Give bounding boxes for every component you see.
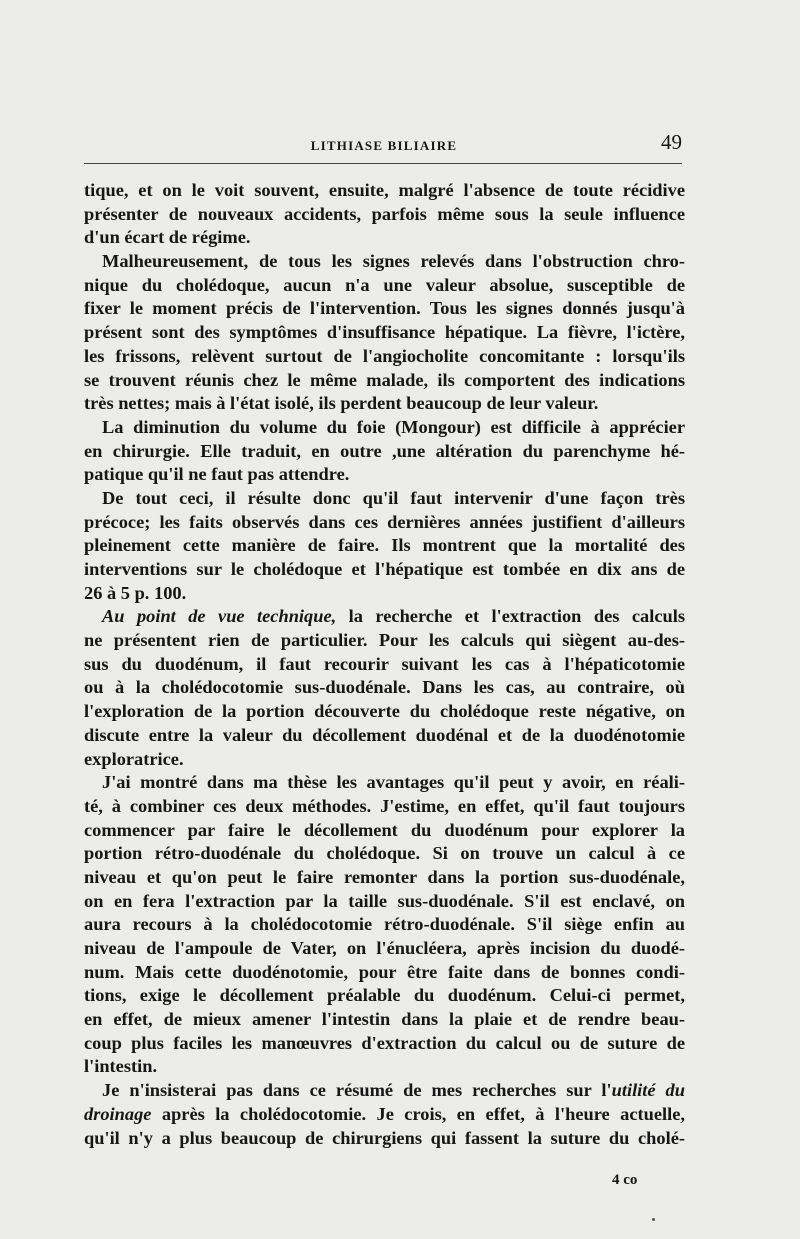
text-line	[84, 321, 685, 345]
line-text: discute entre la valeur du décollement duodénal et de la duodénotomie	[84, 724, 685, 745]
line-text: 26 à 5 p. 100.	[84, 582, 187, 603]
line-text: la recherche et l'extraction des calculs	[336, 606, 685, 627]
text-line	[84, 440, 685, 464]
running-title: LITHIASE BILIAIRE	[310, 138, 458, 153]
text-line	[84, 748, 685, 772]
line-text: J'ai montré dans ma thèse les avantages qu'il peut y avoir, en réali-	[102, 772, 685, 793]
line-text: très nettes; mais à l'état isolé, ils perdent beaucoup de leur valeur.	[84, 393, 599, 414]
line-text: coup plus faciles les manœuvres d'extraction du calcul ou de suture de	[84, 1032, 685, 1053]
line-text: les frissons, relèvent surtout de l'angiocholite concomitante : lorsqu'ils	[84, 345, 685, 366]
text-line	[84, 558, 685, 582]
line-text: se trouvent réunis chez le même malade, ils comportent des indications	[84, 369, 685, 390]
line-text: niveau de l'ampoule de Vater, on l'énucléera, après incision du duodé-	[84, 938, 685, 958]
text-line	[84, 937, 685, 961]
line-text: interventions sur le cholédoque et l'hépatique est tombée en dix ans de	[84, 559, 685, 579]
line-text: pleinement cette manière de faire. Ils montrent que la mortalité des	[84, 535, 685, 556]
line-text: ou à la cholédocotomie sus-duodénale. Dans les cas, au contraire, où	[84, 677, 685, 698]
text-line	[84, 274, 685, 298]
text-line	[84, 345, 685, 369]
text-line	[84, 653, 685, 677]
line-text: niveau et qu'on peut le faire remonter dans la portion sus-duodénale,	[84, 866, 685, 887]
line-text: ne présentent rien de particulier. Pour les calculs qui siègent au-des-	[84, 630, 685, 651]
line-text: portion rétro-duodénale du cholédoque. Si on trouve un calcul à ce	[84, 843, 685, 864]
line-text: patique qu'il ne faut pas attendre.	[84, 464, 350, 485]
line-text: présent sont des symptômes d'insuffisance hépatique. La fièvre, l'ictère,	[84, 322, 685, 343]
line-text: fixer le moment précis de l'intervention. Tous les signes donnés jusqu'à	[84, 298, 685, 319]
text-line	[84, 487, 685, 511]
text-line	[84, 1127, 685, 1151]
line-text: Je n'insisterai pas dans ce résumé de mes recherches sur l'	[102, 1080, 612, 1101]
line-text: après la cholédocotomie. Je crois, en effet, à l'heure actuelle,	[151, 1103, 685, 1124]
page-number: 49	[661, 130, 682, 154]
text-line	[84, 629, 685, 653]
text-line	[84, 724, 685, 748]
text-line	[84, 416, 685, 440]
header-rule	[84, 163, 682, 164]
line-text: d'un écart de régime.	[84, 227, 251, 248]
line-text: nique du cholédoque, aucun n'a une valeur absolue, susceptible de	[84, 274, 685, 295]
text-line	[84, 179, 685, 203]
line-text: aura recours à la cholédocotomie rétro-duodénale. S'il siège enfin au	[84, 914, 685, 935]
text-line	[84, 913, 685, 937]
line-text: Malheureusement, de tous les signes relevés dans l'obstruction chro-	[102, 251, 685, 272]
line-text: tique, et on le voit souvent, ensuite, malgré l'absence de toute récidive	[84, 180, 685, 200]
text-line	[84, 203, 685, 227]
text-line	[84, 511, 685, 535]
line-text: présenter de nouveaux accidents, parfois même sous la seule influence	[84, 203, 685, 224]
italic-phrase: utilité du	[611, 1080, 685, 1101]
text-line	[84, 676, 685, 700]
text-line	[84, 1079, 685, 1103]
line-text: La diminution du volume du foie (Mongour) est difficile à apprécier	[102, 416, 685, 437]
signature-mark: 4 co	[612, 1172, 638, 1188]
text-line	[84, 890, 685, 914]
page-header	[84, 130, 684, 160]
line-text: qu'il n'y a plus beaucoup de chirurgiens qui fassent la suture du cholé-	[84, 1127, 685, 1148]
text-line	[84, 1008, 685, 1032]
line-text: en effet, de mieux amener l'intestin dans la plaie et de rendre beau-	[84, 1009, 685, 1030]
text-line	[84, 1032, 685, 1056]
line-text: on en fera l'extraction par la taille sus-duodénale. S'il est enclavé, on	[84, 890, 685, 911]
text-line	[84, 961, 685, 985]
text-line	[84, 842, 685, 866]
line-text: exploratrice.	[84, 748, 184, 769]
line-text: l'intestin.	[84, 1056, 158, 1077]
text-line	[84, 1055, 685, 1079]
text-line	[84, 866, 685, 890]
text-line	[84, 582, 685, 606]
italic-phrase: droinage	[84, 1103, 152, 1124]
line-text: num. Mais cette duodénotomie, pour être faite dans de bonnes condi-	[84, 961, 685, 982]
text-line	[84, 771, 685, 795]
text-line	[84, 250, 685, 274]
text-line	[84, 795, 685, 819]
text-line	[84, 534, 685, 558]
line-text: tions, exige le décollement préalable du duodénum. Celui-ci permet,	[84, 985, 685, 1006]
line-text: l'exploration de la portion découverte du cholédoque reste négative, on	[84, 701, 685, 722]
text-line	[84, 369, 685, 393]
text-line	[84, 226, 685, 250]
italic-phrase: Au point de vue technique,	[102, 606, 337, 627]
line-text: té, à combiner ces deux méthodes. J'estime, en effet, qu'il faut toujours	[84, 795, 685, 816]
text-line	[84, 297, 685, 321]
body-text	[84, 179, 685, 1150]
line-text: De tout ceci, il résulte donc qu'il faut intervenir d'une façon très	[102, 487, 685, 508]
text-line	[84, 819, 685, 843]
line-text: commencer par faire le décollement du duodénum pour explorer la	[84, 819, 685, 840]
line-text: sus du duodénum, il faut recourir suivant les cas à l'hépaticotomie	[84, 653, 685, 674]
text-line	[84, 1103, 685, 1127]
text-line	[84, 463, 685, 487]
line-text: en chirurgie. Elle traduit, en outre ,une altération du parenchyme hé-	[84, 440, 685, 461]
line-text: précoce; les faits observés dans ces dernières années justifient d'ailleurs	[84, 511, 685, 532]
text-line	[84, 392, 685, 416]
ink-speck	[652, 1218, 655, 1221]
text-line	[84, 700, 685, 724]
text-line	[84, 605, 685, 629]
text-line	[84, 984, 685, 1008]
